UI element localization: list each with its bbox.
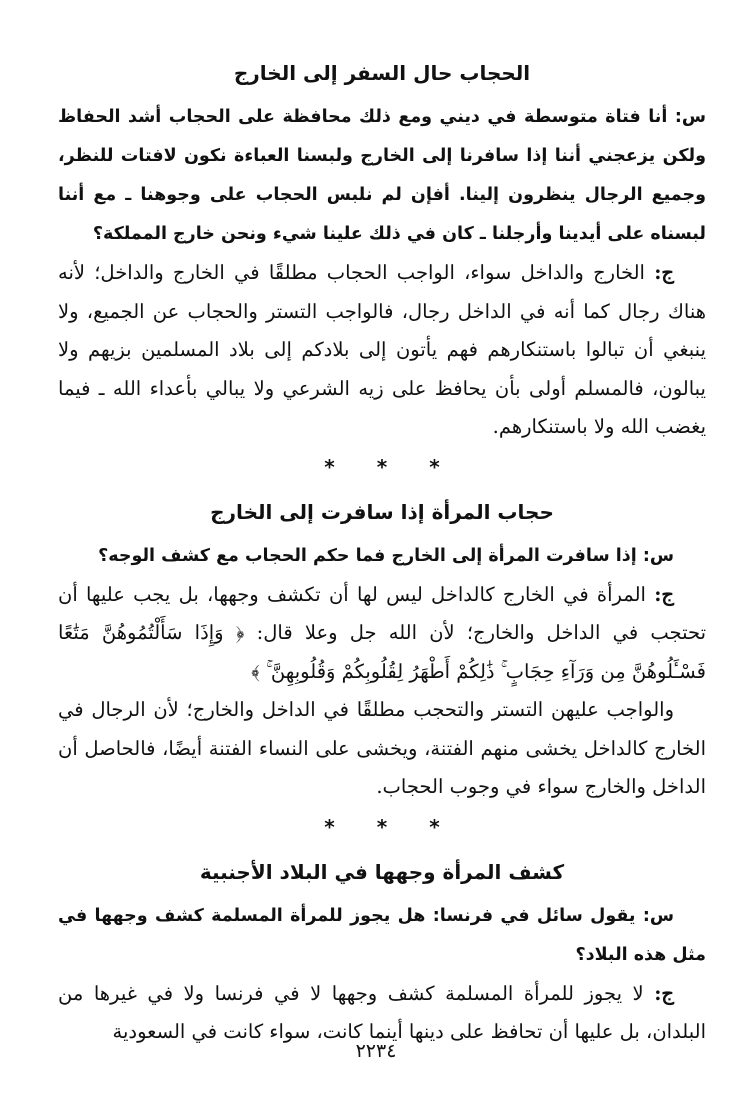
star-icon: * bbox=[324, 454, 335, 479]
section-2-title: حجاب المرأة إذا سافرت إلى الخارج bbox=[210, 499, 554, 524]
question-text: يقول سائل في فرنسا: هل يجوز للمرأة المسلمة كشف وجهها في مثل هذه البلاد؟ bbox=[58, 905, 706, 965]
question-label: س: bbox=[642, 905, 675, 926]
section-2-answer-continued: والواجب عليهن التستر والتحجب مطلقًا في الداخل والخارج؛ لأن الرجال في الخارج كالداخل يخشى منهم الفتنة، ويخشى على النساء الفتنة أيضًا، فالحاصل أن الداخل والخارج سواء في وجوب الحجاب. bbox=[58, 698, 706, 798]
star-icon: * bbox=[429, 814, 440, 839]
section-3-question bbox=[58, 897, 706, 975]
section-1-question bbox=[58, 98, 706, 254]
question-text: أنا فتاة متوسطة في ديني ومع ذلك محافظة على الحجاب أشد الحفاظ ولكن يزعجني أننا إذا سافرنا إلى الخارج ولبسنا العباءة نكون لافتات للنظر، وجميع الرجال ينظرون إلينا. أفإن لم نلبس الحجاب على وجوهنا ـ مع أننا لبسناه على أيدينا وأرجلنا ـ كان في ذلك علينا شيء ونحن خارج المملكة؟ bbox=[58, 107, 706, 244]
answer-label: ج: bbox=[654, 261, 675, 284]
section-1-answer bbox=[58, 254, 706, 447]
answer-text: لا يجوز للمرأة المسلمة كشف وجهها لا في فرنسا ولا في غيرها من البلدان، بل عليها أن تحافظ على دينها أينما كانت، سواء كانت في السعودية bbox=[58, 981, 706, 1043]
quran-verse: ﴿ وَإِذَا سَأَلْتُمُوهُنَّ مَتَٰعًا فَسْـَٔلُوهُنَّ مِن وَرَآءِ حِجَابٍ ۚ ذَٰلِكُمْ أَطْهَرُ لِقُلُوبِكُمْ وَقُلُوبِهِنَّ ۚ ﴾ bbox=[58, 621, 706, 683]
document-page bbox=[58, 48, 706, 1052]
answer-label: ج: bbox=[654, 981, 675, 1005]
section-2-question bbox=[58, 537, 706, 576]
section-separator-2 bbox=[58, 807, 706, 847]
star-icon: * bbox=[376, 454, 388, 479]
star-icon: * bbox=[324, 814, 335, 839]
page-number: ٢٢٣٤ bbox=[355, 1040, 397, 1062]
answer-label: ج: bbox=[654, 582, 674, 606]
section-separator-1 bbox=[58, 447, 706, 487]
answer-text: المرأة في الخارج كالداخل ليس لها أن تكشف وجهها، بل يجب عليها أن تحتجب في الداخل والخارج؛ لأن الله جل وعلا قال: bbox=[58, 582, 706, 644]
star-icon: * bbox=[429, 454, 440, 479]
question-label: س: bbox=[674, 107, 706, 127]
section-3-title: كشف المرأة وجهها في البلاد الأجنبية bbox=[199, 859, 565, 884]
section-2-answer bbox=[58, 576, 706, 692]
question-text: إذا سافرت المرأة إلى الخارج فما حكم الحجاب مع كشف الوجه؟ bbox=[98, 545, 637, 566]
star-icon: * bbox=[376, 814, 388, 839]
section-1-title: الحجاب حال السفر إلى الخارج bbox=[233, 61, 531, 85]
answer-text: الخارج والداخل سواء، الواجب الحجاب مطلقًا في الخارج والداخل؛ لأنه هناك رجال كما أنه في الداخل رجال، فالواجب التستر والحجاب عن الجميع، ولا ينبغي أن تبالوا باستنكارهم فهم يأتون إلى بلادكم إلى بلاد المسلمين بزيهم ولا يبالون، فالمسلم أولى بأن يحافظ على زيه الشرعي ولا يبالي بأعداء الله ـ فيما يغضب الله ولا باستنكارهم. bbox=[58, 261, 706, 438]
question-label: س: bbox=[642, 545, 674, 566]
